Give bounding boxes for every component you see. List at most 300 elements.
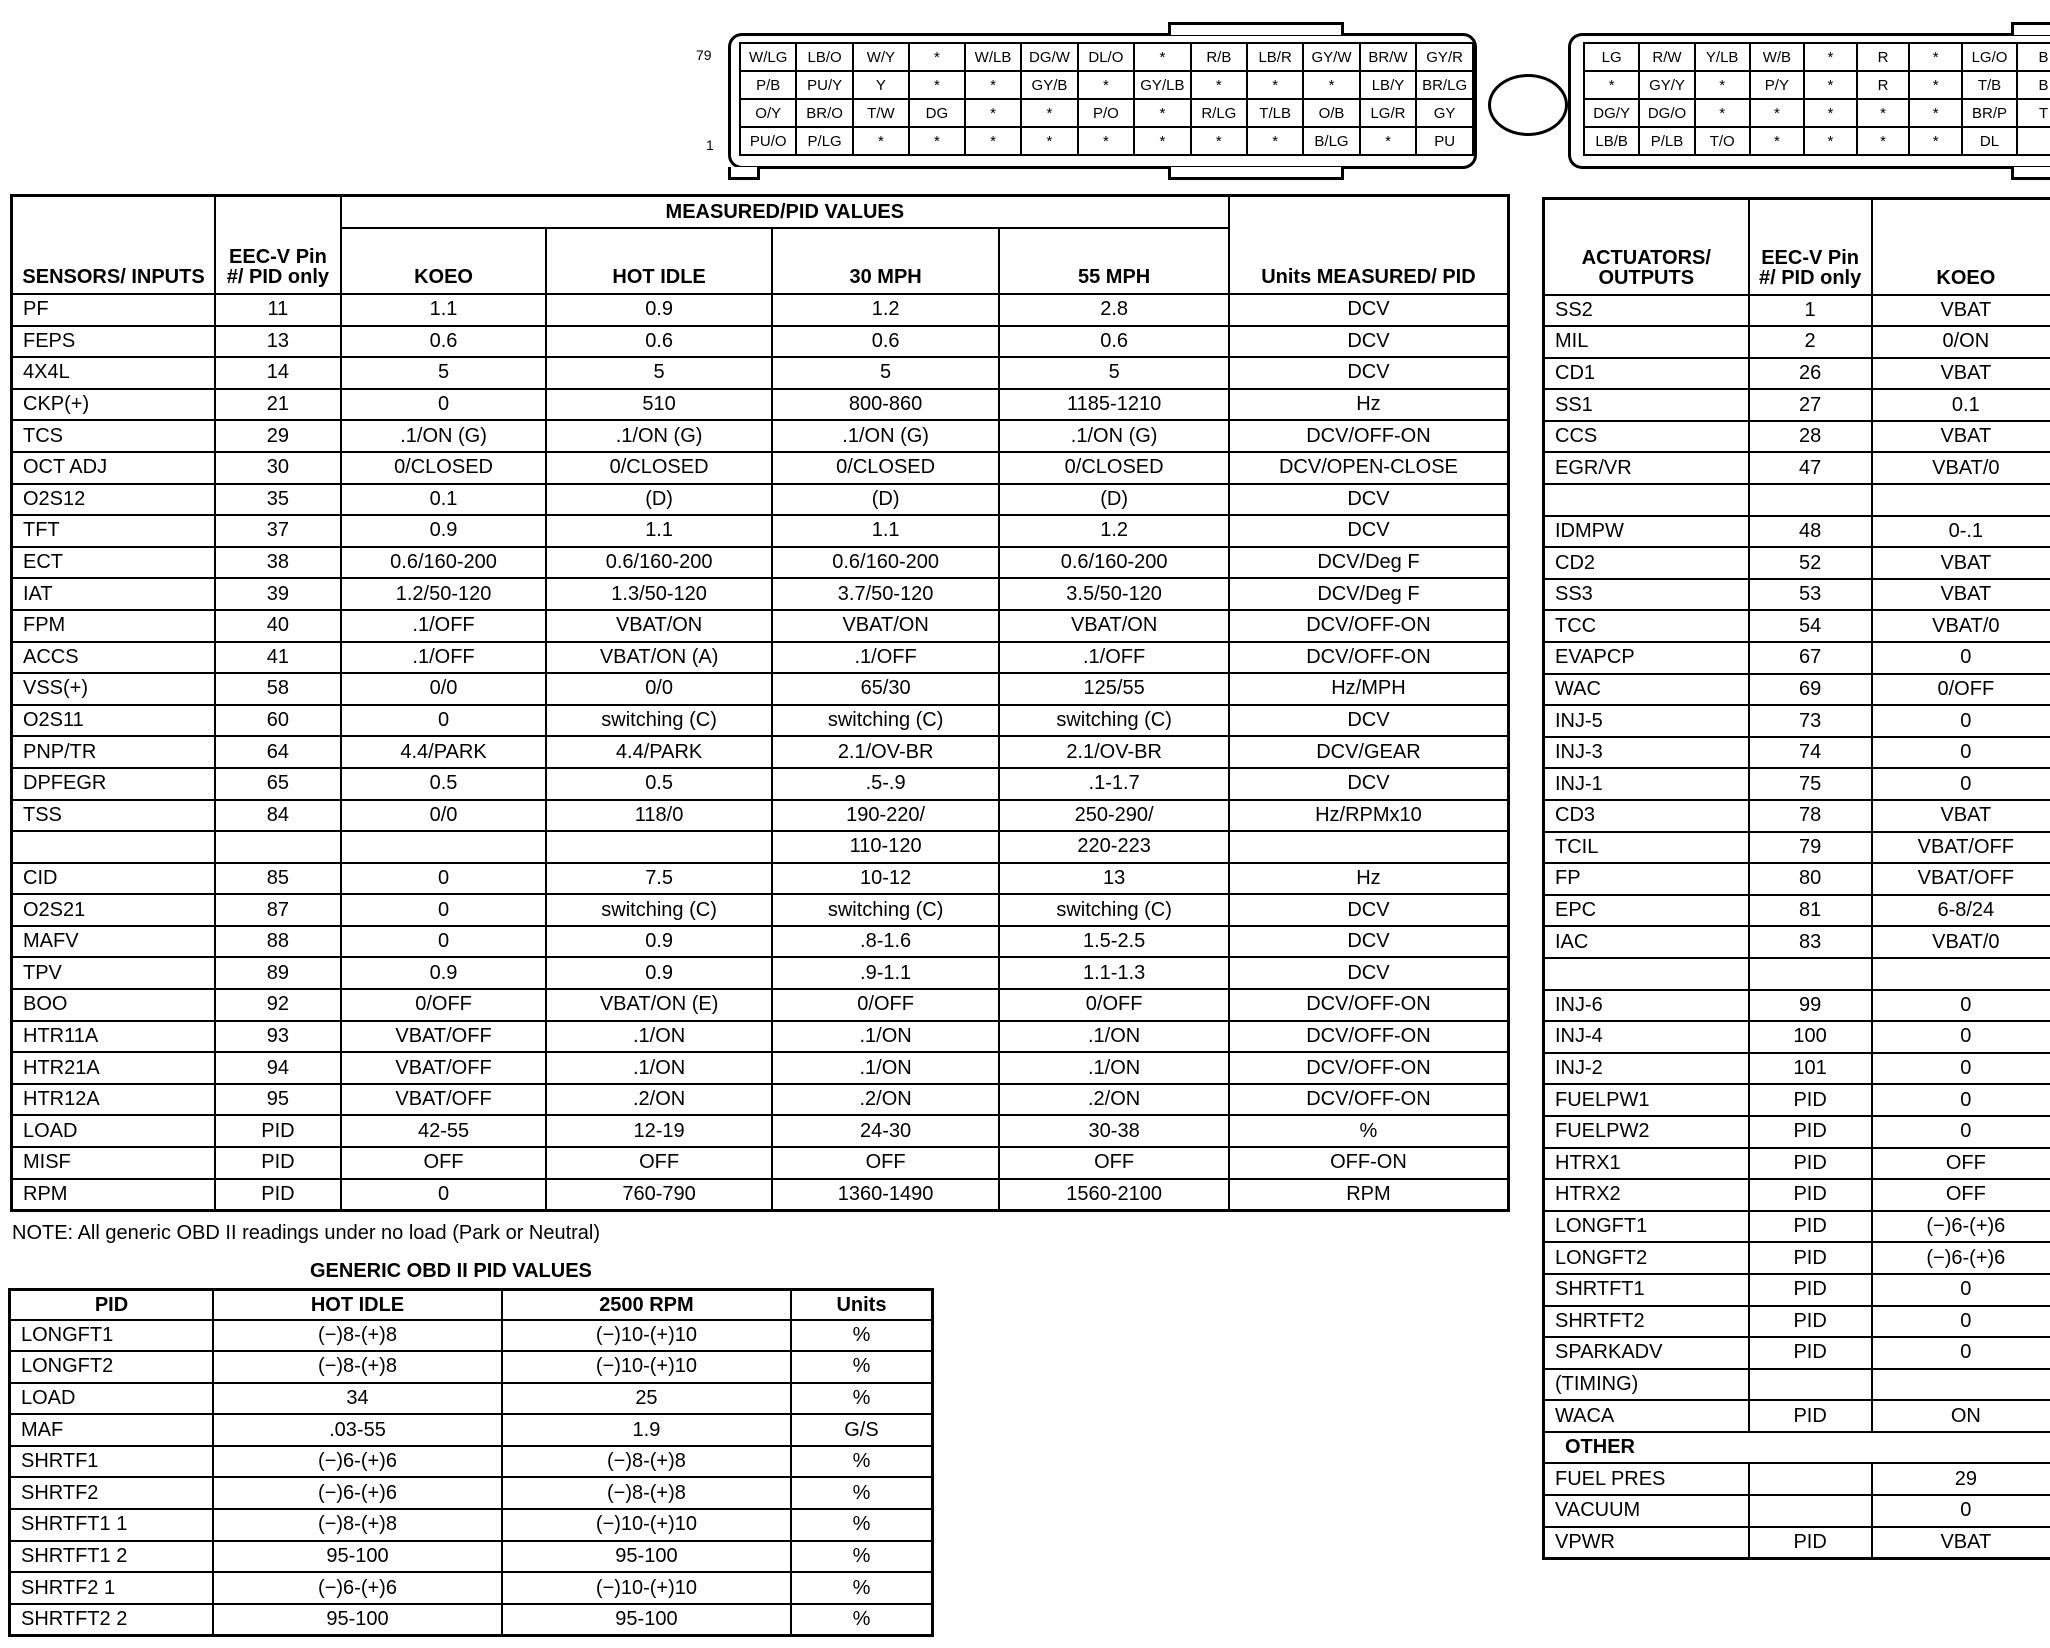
- koeo-cell: .1/OFF: [341, 610, 547, 642]
- koeo-cell: 42-55: [341, 1115, 547, 1147]
- koeo-cell: VBAT/0: [1872, 610, 2050, 642]
- hot-idle-cell: 510: [546, 389, 772, 421]
- connector-pin-row: [1584, 71, 2050, 99]
- 55-mph-cell: 1.1-1.3: [999, 957, 1229, 989]
- koeo-cell: 0: [341, 389, 547, 421]
- table-row: [10, 1320, 933, 1352]
- pid-name-cell: MAF: [10, 1414, 214, 1446]
- sensor-name-cell: HTR11A: [12, 1021, 216, 1053]
- koeo-cell: VBAT/OFF: [341, 1084, 547, 1116]
- col-header-pin: EEC-V Pin #/ PID only: [215, 196, 341, 295]
- hot-idle-cell: 95-100: [213, 1604, 502, 1636]
- sensors-inputs-table: [10, 194, 1510, 1212]
- koeo-cell: VBAT: [1872, 358, 2050, 390]
- table-row: [1544, 452, 2050, 484]
- connector-pin-wire-color: GY/LB: [1134, 71, 1191, 99]
- units-cell: %: [791, 1509, 933, 1541]
- obd-note: NOTE: All generic OBD II readings under no load (Park or Neutral): [12, 1222, 601, 1244]
- table-row: [1544, 295, 2050, 327]
- 30-mph-cell: 190-220/: [772, 800, 1000, 832]
- connector-pin-wire-color: T/W: [853, 99, 909, 127]
- table-row: [1544, 737, 2050, 769]
- actuator-name-cell: FUELPW2: [1544, 1116, 1749, 1148]
- other-name-cell: VACUUM: [1544, 1495, 1749, 1527]
- 55-mph-cell: (D): [999, 484, 1229, 516]
- koeo-cell: 0: [1872, 1021, 2050, 1053]
- 2500-rpm-cell: (−)10-(+)10: [502, 1509, 791, 1541]
- sensor-name-cell: [12, 831, 216, 863]
- 30-mph-cell: .2/ON: [772, 1084, 1000, 1116]
- pid-name-cell: SHRTFT2 2: [10, 1604, 214, 1636]
- units-cell: DCV/OFF-ON: [1229, 420, 1509, 452]
- koeo-cell: VBAT: [1872, 421, 2050, 453]
- connector-pin-wire-color: R: [1857, 71, 1910, 99]
- units-cell: DCV: [1229, 894, 1509, 926]
- actuator-name-cell: (TIMING): [1544, 1369, 1749, 1401]
- 30-mph-cell: 3.7/50-120: [772, 578, 1000, 610]
- units-cell: DCV/OFF-ON: [1229, 610, 1509, 642]
- koeo-cell: 0: [341, 705, 547, 737]
- table-row: [12, 452, 1509, 484]
- koeo-cell: (−)6-(+)6: [1872, 1242, 2050, 1274]
- units-cell: %: [791, 1383, 933, 1415]
- pin-cell: 81: [1749, 895, 1872, 927]
- koeo-cell: 0: [1872, 1306, 2050, 1338]
- pin-cell: PID: [215, 1179, 341, 1211]
- table-row: [1544, 863, 2050, 895]
- 55-mph-cell: 250-290/: [999, 800, 1229, 832]
- koeo-cell: 0.9: [341, 515, 547, 547]
- actuator-name-cell: SS1: [1544, 389, 1749, 421]
- table-row: [12, 294, 1509, 326]
- other-name-cell: VPWR: [1544, 1527, 1749, 1559]
- hot-idle-cell: .1/ON: [546, 1021, 772, 1053]
- pin-cell: 35: [215, 484, 341, 516]
- pin-cell: 39: [215, 578, 341, 610]
- pin-cell: 73: [1749, 705, 1872, 737]
- table-row: [1544, 389, 2050, 421]
- table-row: [10, 1414, 933, 1446]
- connector-pin-wire-color: LB/B: [1584, 127, 1639, 155]
- pid-name-cell: SHRTFT1 1: [10, 1509, 214, 1541]
- connector-pin-wire-color: B: [2017, 43, 2050, 71]
- actuator-name-cell: [1544, 484, 1749, 516]
- connector-pin-wire-color: T/O: [1695, 127, 1750, 155]
- table-row: [1544, 1021, 2050, 1053]
- table-row: [1544, 1527, 2050, 1559]
- koeo-cell: 0: [341, 894, 547, 926]
- actuator-name-cell: SHRTFT2: [1544, 1306, 1749, 1338]
- koeo-cell: 0: [1872, 705, 2050, 737]
- connector-pin-wire-color: B: [2017, 71, 2050, 99]
- 2500-rpm-cell: (−)8-(+)8: [502, 1446, 791, 1478]
- table-row: [12, 800, 1509, 832]
- pin-cell: PID: [1749, 1337, 1872, 1369]
- hot-idle-cell: VBAT/ON (A): [546, 642, 772, 674]
- col-header-koeo: KOEO: [341, 228, 547, 294]
- koeo-cell: (−)6-(+)6: [1872, 1211, 2050, 1243]
- koeo-cell: 29: [1872, 1463, 2050, 1495]
- hot-idle-cell: (D): [546, 484, 772, 516]
- 55-mph-cell: .1/ON (G): [999, 420, 1229, 452]
- pin-cell: [215, 831, 341, 863]
- units-cell: Hz/MPH: [1229, 673, 1509, 705]
- table-row: [1544, 547, 2050, 579]
- 30-mph-cell: (D): [772, 484, 1000, 516]
- actuator-name-cell: EVAPCP: [1544, 642, 1749, 674]
- hot-idle-cell: switching (C): [546, 894, 772, 926]
- koeo-cell: 0.6/160-200: [341, 547, 547, 579]
- connector-left-half: [728, 33, 1477, 169]
- units-cell: DCV/OFF-ON: [1229, 1084, 1509, 1116]
- pid-name-cell: LONGFT1: [10, 1320, 214, 1352]
- connector-pin-wire-color: *: [1078, 71, 1134, 99]
- pin-cell: 85: [215, 863, 341, 895]
- koeo-cell: 0.6: [341, 326, 547, 358]
- connector-pin-wire-color: LB/R: [1247, 43, 1303, 71]
- table-row: [1544, 832, 2050, 864]
- table-row: [12, 610, 1509, 642]
- hot-idle-cell: VBAT/ON: [546, 610, 772, 642]
- sensor-name-cell: HTR12A: [12, 1084, 216, 1116]
- table-row: [12, 736, 1509, 768]
- col-header-measured-group: MEASURED/PID VALUES: [341, 196, 1229, 229]
- 2500-rpm-cell: (−)8-(+)8: [502, 1477, 791, 1509]
- connector-pin-wire-color: PU/Y: [796, 71, 852, 99]
- actuator-name-cell: LONGFT2: [1544, 1242, 1749, 1274]
- pin-cell: PID: [215, 1147, 341, 1179]
- connector-pin-wire-color: R/W: [1639, 43, 1694, 71]
- connector-pin-wire-color: *: [1909, 43, 1961, 71]
- pid-name-cell: SHRTF2 1: [10, 1572, 214, 1604]
- sensor-name-cell: LOAD: [12, 1115, 216, 1147]
- table-row: [1544, 1084, 2050, 1116]
- hot-idle-cell: 95-100: [213, 1541, 502, 1573]
- pin-cell: 79: [1749, 832, 1872, 864]
- koeo-cell: 0.5: [341, 768, 547, 800]
- pin-cell: 100: [1749, 1021, 1872, 1053]
- connector-pin-wire-color: O/Y: [740, 99, 796, 127]
- koeo-cell: [341, 831, 547, 863]
- hot-idle-cell: 1.3/50-120: [546, 578, 772, 610]
- section-row-other: [1544, 1432, 2050, 1464]
- units-cell: DCV/Deg F: [1229, 578, 1509, 610]
- koeo-cell: 0/0: [341, 673, 547, 705]
- 30-mph-cell: .5-.9: [772, 768, 1000, 800]
- obd-col-header-units: Units: [791, 1290, 933, 1320]
- hot-idle-cell: 4.4/PARK: [546, 736, 772, 768]
- 2500-rpm-cell: 95-100: [502, 1541, 791, 1573]
- connector-pin-wire-color: W/B: [1750, 43, 1805, 71]
- koeo-cell: .1/OFF: [341, 642, 547, 674]
- table-row: [12, 484, 1509, 516]
- sensor-name-cell: PF: [12, 294, 216, 326]
- connector-pin-wire-color: P/B: [740, 71, 796, 99]
- units-cell: OFF-ON: [1229, 1147, 1509, 1179]
- koeo-cell: 0/ON: [1872, 326, 2050, 358]
- connector-pin-wire-color: PU: [1416, 127, 1473, 155]
- sensor-name-cell: CKP(+): [12, 389, 216, 421]
- units-cell: DCV/OPEN-CLOSE: [1229, 452, 1509, 484]
- table-row: [1544, 1179, 2050, 1211]
- connector-pin-wire-color: W/LB: [965, 43, 1021, 71]
- connector-latch: [2011, 167, 2050, 180]
- connector-pin-wire-color: P/LG: [796, 127, 852, 155]
- koeo-cell: 5: [341, 357, 547, 389]
- sensor-name-cell: FEPS: [12, 326, 216, 358]
- pin-cell: [1749, 1369, 1872, 1401]
- pin-cell: 87: [215, 894, 341, 926]
- 30-mph-cell: .9-1.1: [772, 957, 1000, 989]
- table-row: [1544, 1306, 2050, 1338]
- pin-cell: 92: [215, 989, 341, 1021]
- koeo-cell: 0/OFF: [341, 989, 547, 1021]
- units-cell: DCV: [1229, 326, 1509, 358]
- sensor-name-cell: O2S11: [12, 705, 216, 737]
- table-row: [12, 642, 1509, 674]
- koeo-cell: 1.1: [341, 294, 547, 326]
- connector-pin-wire-color: *: [909, 71, 965, 99]
- actuator-name-cell: INJ-4: [1544, 1021, 1749, 1053]
- koeo-cell: [1872, 484, 2050, 516]
- sensor-name-cell: 4X4L: [12, 357, 216, 389]
- pin-cell: 27: [1749, 389, 1872, 421]
- sensor-name-cell: RPM: [12, 1179, 216, 1211]
- connector-pin-row: [740, 71, 1473, 99]
- obd-col-header-pid: PID: [10, 1290, 214, 1320]
- 30-mph-cell: switching (C): [772, 894, 1000, 926]
- 30-mph-cell: 5: [772, 357, 1000, 389]
- pin-cell: 80: [1749, 863, 1872, 895]
- hot-idle-cell: 0.5: [546, 768, 772, 800]
- pin-cell: PID: [1749, 1148, 1872, 1180]
- table-row: [12, 420, 1509, 452]
- sensor-name-cell: PNP/TR: [12, 736, 216, 768]
- connector-pin-wire-color: Y: [853, 71, 909, 99]
- koeo-cell: 0: [341, 926, 547, 958]
- units-cell: %: [791, 1320, 933, 1352]
- 55-mph-cell: 2.1/OV-BR: [999, 736, 1229, 768]
- 55-mph-cell: VBAT/ON: [999, 610, 1229, 642]
- connector-pin-row: [740, 99, 1473, 127]
- table-row: [12, 831, 1509, 863]
- table-row: [12, 578, 1509, 610]
- table-row: [12, 894, 1509, 926]
- actuator-name-cell: EPC: [1544, 895, 1749, 927]
- sensor-name-cell: TFT: [12, 515, 216, 547]
- 55-mph-cell: 0/OFF: [999, 989, 1229, 1021]
- actuator-name-cell: SPARKADV: [1544, 1337, 1749, 1369]
- 55-mph-cell: 1.5-2.5: [999, 926, 1229, 958]
- 55-mph-cell: 1.2: [999, 515, 1229, 547]
- units-cell: DCV: [1229, 515, 1509, 547]
- 30-mph-cell: 0/OFF: [772, 989, 1000, 1021]
- table-row: [1544, 768, 2050, 800]
- hot-idle-cell: 0.9: [546, 957, 772, 989]
- sensor-name-cell: O2S21: [12, 894, 216, 926]
- pin-cell: 40: [215, 610, 341, 642]
- units-cell: DCV/OFF-ON: [1229, 1021, 1509, 1053]
- connector-pin-wire-color: Y/LB: [1695, 43, 1750, 71]
- 30-mph-cell: 0/CLOSED: [772, 452, 1000, 484]
- units-cell: %: [791, 1541, 933, 1573]
- units-cell: DCV: [1229, 484, 1509, 516]
- connector-pin-wire-color: LG/O: [1962, 43, 2017, 71]
- hot-idle-cell: .1/ON (G): [546, 420, 772, 452]
- connector-pin-wire-color: LG/R: [1360, 99, 1416, 127]
- 2500-rpm-cell: (−)10-(+)10: [502, 1351, 791, 1383]
- connector-pin-wire-color: *: [1804, 127, 1856, 155]
- section-label-other: OTHER: [1544, 1432, 2050, 1464]
- connector-pin-wire-color: *: [965, 99, 1021, 127]
- connector-pin-wire-color: BR/W: [1360, 43, 1416, 71]
- 55-mph-cell: 0.6/160-200: [999, 547, 1229, 579]
- hot-idle-cell: (−)6-(+)6: [213, 1477, 502, 1509]
- hot-idle-cell: .2/ON: [546, 1084, 772, 1116]
- table-row: [1544, 705, 2050, 737]
- 55-mph-cell: .2/ON: [999, 1084, 1229, 1116]
- table-row: [1544, 1495, 2050, 1527]
- obd-col-header-2500-rpm: 2500 RPM: [502, 1290, 791, 1320]
- 2500-rpm-cell: (−)10-(+)10: [502, 1572, 791, 1604]
- pin-cell: 14: [215, 357, 341, 389]
- koeo-cell: VBAT: [1872, 579, 2050, 611]
- koeo-cell: 0: [1872, 1495, 2050, 1527]
- connector-pin-wire-color: DG: [909, 99, 965, 127]
- connector-pin-wire-color: GY/Y: [1639, 71, 1694, 99]
- sensor-name-cell: MISF: [12, 1147, 216, 1179]
- sensor-name-cell: DPFEGR: [12, 768, 216, 800]
- connector-pin-wire-color: *: [909, 127, 965, 155]
- 30-mph-cell: .8-1.6: [772, 926, 1000, 958]
- connector-left-pin-grid: [739, 42, 1474, 156]
- sensor-name-cell: TCS: [12, 420, 216, 452]
- table-row: [12, 957, 1509, 989]
- connector-pin-wire-color: *: [1804, 99, 1856, 127]
- actuator-name-cell: INJ-6: [1544, 990, 1749, 1022]
- koeo-cell: 0/CLOSED: [341, 452, 547, 484]
- pid-name-cell: SHRTF1: [10, 1446, 214, 1478]
- pid-name-cell: LONGFT2: [10, 1351, 214, 1383]
- 30-mph-cell: 0.6: [772, 326, 1000, 358]
- hot-idle-cell: 5: [546, 357, 772, 389]
- connector-pin-wire-color: *: [1247, 127, 1303, 155]
- connector-pin-wire-color: *: [965, 71, 1021, 99]
- table-row: [1544, 1400, 2050, 1432]
- connector-pin-wire-color: LG: [1584, 43, 1639, 71]
- pid-name-cell: LOAD: [10, 1383, 214, 1415]
- connector-pin-wire-color: *: [1078, 127, 1134, 155]
- table-row: [10, 1383, 933, 1415]
- col-header-actuators-outputs: ACTUATORS/ OUTPUTS: [1544, 199, 1749, 295]
- pin-cell: [1749, 1495, 1872, 1527]
- pin-cell: 47: [1749, 452, 1872, 484]
- actuator-name-cell: SS3: [1544, 579, 1749, 611]
- units-cell: DCV/GEAR: [1229, 736, 1509, 768]
- pin-cell: PID: [215, 1115, 341, 1147]
- connector-pin-wire-color: W/Y: [853, 43, 909, 71]
- actuator-name-cell: LONGFT1: [1544, 1211, 1749, 1243]
- 30-mph-cell: 800-860: [772, 389, 1000, 421]
- table-row: [1544, 1148, 2050, 1180]
- pin-cell: [1749, 1463, 1872, 1495]
- connector-pin-wire-color: *: [1134, 127, 1191, 155]
- units-cell: DCV: [1229, 357, 1509, 389]
- koeo-cell: .1/ON (G): [341, 420, 547, 452]
- col-header-55-mph: 55 MPH: [999, 228, 1229, 294]
- connector-pin-wire-color: *: [1191, 71, 1247, 99]
- obd-col-header-hot-idle: HOT IDLE: [213, 1290, 502, 1320]
- table-row: [12, 768, 1509, 800]
- hot-idle-cell: 7.5: [546, 863, 772, 895]
- table-row: [12, 326, 1509, 358]
- other-name-cell: FUEL PRES: [1544, 1463, 1749, 1495]
- hot-idle-cell: 0/0: [546, 673, 772, 705]
- actuator-name-cell: TCC: [1544, 610, 1749, 642]
- pin-cell: 83: [1749, 926, 1872, 958]
- connector-pin-wire-color: *: [1695, 99, 1750, 127]
- hot-idle-cell: 0.9: [546, 926, 772, 958]
- connector-pin-wire-color: PU/O: [740, 127, 796, 155]
- 55-mph-cell: 1185-1210: [999, 389, 1229, 421]
- units-cell: DCV/OFF-ON: [1229, 642, 1509, 674]
- 2500-rpm-cell: (−)10-(+)10: [502, 1320, 791, 1352]
- actuator-name-cell: CD1: [1544, 358, 1749, 390]
- connector-latch: [1168, 22, 1344, 35]
- table-row: [10, 1509, 933, 1541]
- sensor-name-cell: TSS: [12, 800, 216, 832]
- hot-idle-cell: 0.6/160-200: [546, 547, 772, 579]
- connector-right-half: [1568, 33, 2050, 169]
- connector-pin-wire-color: BR/LG: [1416, 71, 1473, 99]
- table-row: [1544, 895, 2050, 927]
- units-cell: %: [791, 1446, 933, 1478]
- 55-mph-cell: switching (C): [999, 894, 1229, 926]
- pin-cell: 28: [1749, 421, 1872, 453]
- pin-cell: 93: [215, 1021, 341, 1053]
- connector-pin-wire-color: *: [1804, 71, 1856, 99]
- pin-cell: 30: [215, 452, 341, 484]
- 55-mph-cell: 2.8: [999, 294, 1229, 326]
- actuator-name-cell: IAC: [1544, 926, 1749, 958]
- connector-pin-wire-color: *: [1909, 127, 1961, 155]
- koeo-cell: OFF: [1872, 1148, 2050, 1180]
- pin-cell: 29: [215, 420, 341, 452]
- connector-pin-wire-color: *: [1750, 99, 1805, 127]
- connector-pin-wire-color: *: [853, 127, 909, 155]
- pid-name-cell: SHRTFT1 2: [10, 1541, 214, 1573]
- hot-idle-cell: 12-19: [546, 1115, 772, 1147]
- col-header-act-pin: EEC-V Pin #/ PID only: [1749, 199, 1872, 295]
- koeo-cell: 0.1: [1872, 389, 2050, 421]
- koeo-cell: 4.4/PARK: [341, 736, 547, 768]
- koeo-cell: 0.1: [341, 484, 547, 516]
- pin-cell: 69: [1749, 674, 1872, 706]
- connector-bolt-hole: [1488, 74, 1568, 136]
- koeo-cell: 0: [1872, 768, 2050, 800]
- connector-pin-wire-color: BR/O: [796, 99, 852, 127]
- connector-pin-wire-color: *: [1695, 71, 1750, 99]
- actuator-name-cell: HTRX1: [1544, 1148, 1749, 1180]
- table-row: [12, 989, 1509, 1021]
- connector-pin-wire-color: P/LB: [1639, 127, 1694, 155]
- actuator-name-cell: INJ-1: [1544, 768, 1749, 800]
- koeo-cell: 0: [341, 1179, 547, 1211]
- koeo-cell: VBAT: [1872, 1527, 2050, 1559]
- koeo-cell: 1.2/50-120: [341, 578, 547, 610]
- connector-pin-wire-color: DG/Y: [1584, 99, 1639, 127]
- table-row: [1544, 1337, 2050, 1369]
